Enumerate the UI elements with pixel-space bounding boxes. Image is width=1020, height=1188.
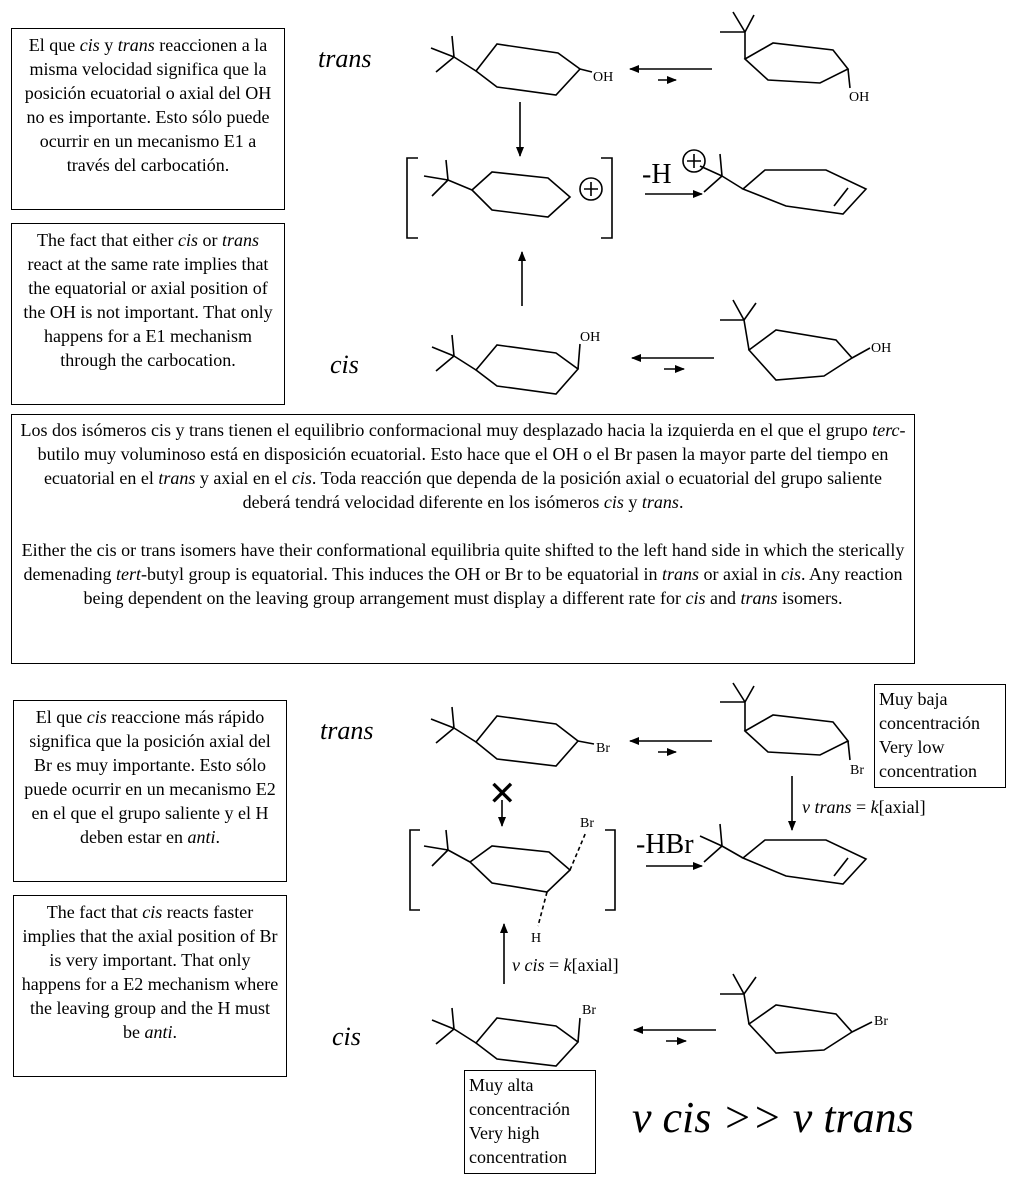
cis-alcohol-axial xyxy=(432,330,600,394)
label-trans-bottom: trans xyxy=(320,716,374,745)
text-run: reaccione más rápido significa que la posición axial del Br es muy importante. Esto sólo puede ocurrir en un mecanismo E2 en el que el grupo saliente y el H deben estar en xyxy=(24,707,276,847)
text-run: The fact that xyxy=(46,902,143,922)
label-trans-top: trans xyxy=(318,44,372,73)
tert-butyl-group xyxy=(700,824,743,862)
label-cis-bottom: cis xyxy=(332,1022,361,1051)
alkene-product-e1 xyxy=(700,154,866,214)
text-run: or xyxy=(197,230,222,250)
tert-butyl-group xyxy=(424,830,470,866)
tert-butyl-group xyxy=(720,974,756,1024)
text-run-italic: cis xyxy=(79,35,100,55)
text-run-italic: trans xyxy=(641,492,679,512)
cyclohexene-ring xyxy=(743,170,866,214)
proton-charge-plus xyxy=(687,154,701,168)
oh-label: OH xyxy=(871,341,892,356)
trans-bromide-equatorial xyxy=(431,707,610,766)
cyclohexane-ring xyxy=(749,1005,852,1053)
br-label: Br xyxy=(596,741,610,756)
tert-butyl-group xyxy=(720,300,756,350)
cis-bromide-axial xyxy=(432,1003,596,1066)
text-run-italic: trans xyxy=(221,230,259,250)
br-bond xyxy=(852,1022,872,1032)
text-run: . Toda reacción que dependa de la posición axial o ecuatorial del grupo saliente deberá tendrá velocidad diferente en los isómeros xyxy=(242,468,883,512)
trans-alcohol-equatorial xyxy=(431,36,613,95)
text-line: concentración xyxy=(469,1099,570,1119)
h-label: H xyxy=(531,931,542,946)
text-run: -butilo muy voluminoso está en disposición ecuatorial. Esto hace que el OH o el Br pasen la mayor parte del tiempo en ecuatorial en el xyxy=(37,420,906,488)
rate-constant: k xyxy=(563,955,572,975)
rate-constant: k xyxy=(870,797,879,817)
text-run: The fact that either xyxy=(37,230,178,250)
text-run-italic: cis xyxy=(603,492,624,512)
text-run: = xyxy=(851,797,871,817)
cyclohexane-ring xyxy=(745,43,848,83)
text-run-italic: anti xyxy=(187,827,216,847)
bracket-right xyxy=(601,158,612,238)
text-line: concentration xyxy=(879,761,977,781)
double-bond-inner xyxy=(834,188,848,206)
bracket-left xyxy=(410,830,420,910)
text-run-italic: cis xyxy=(142,902,163,922)
br-label: Br xyxy=(874,1014,888,1029)
e2-anti-periplanar-state xyxy=(410,816,615,946)
trans-alcohol-axial xyxy=(720,12,869,105)
text-run: y xyxy=(99,35,118,55)
conclusion-rate-comparison: v cis >> v trans xyxy=(632,1093,914,1142)
h-bond-dashed xyxy=(538,892,547,926)
cyclohexane-ring xyxy=(745,715,848,755)
cyclohexane-ring xyxy=(472,172,570,217)
tert-butyl-group xyxy=(432,1008,476,1044)
positive-charge-plus xyxy=(584,182,598,196)
oh-label: OH xyxy=(849,90,870,105)
cis-alcohol-equatorial xyxy=(720,300,891,380)
text-run: . xyxy=(215,827,220,847)
text-run: -butyl group is equatorial. This induces the OH or Br to be equatorial in xyxy=(140,564,663,584)
tert-butyl-group xyxy=(720,12,754,59)
text-run: react at the same rate implies that the equatorial or axial position of the OH is not important. That only happens for a E1 mechanism through the carbocation. xyxy=(23,254,273,370)
br-bond xyxy=(578,741,594,744)
br-label: Br xyxy=(582,1003,596,1018)
oh-bond xyxy=(580,69,592,72)
cyclohexene-ring xyxy=(743,840,866,884)
text-line: concentración xyxy=(879,713,980,733)
text-run-italic: trans xyxy=(740,588,778,608)
tert-butyl-group xyxy=(432,335,476,371)
oh-label: OH xyxy=(580,330,601,345)
text-run-italic: terc xyxy=(872,420,900,440)
trans-bromide-axial xyxy=(720,683,864,778)
cyclohexane-ring xyxy=(470,846,570,892)
text-run: y axial en el xyxy=(195,468,292,488)
cis-bromide-equatorial xyxy=(720,974,888,1053)
rate-symbol: v xyxy=(512,955,520,975)
br-bond xyxy=(578,1018,580,1042)
alkene-product-e2 xyxy=(700,824,866,884)
text-run-italic: cis xyxy=(291,468,312,488)
oh-bond xyxy=(578,344,580,369)
minus-h-text: -H xyxy=(642,159,672,190)
tert-butyl-group xyxy=(431,36,476,72)
bracket-right xyxy=(605,830,615,910)
text-run-italic: cis xyxy=(177,230,198,250)
text-run-italic: trans xyxy=(158,468,196,488)
oh-bond xyxy=(852,348,870,358)
tert-butyl-group xyxy=(720,683,754,731)
text-run: reaccionen a la misma velocidad significa que la posición ecuatorial o axial del OH no es importante. Esto sólo puede ocurrir en un mecanismo E1 a través del carbocatión. xyxy=(24,35,272,175)
oh-bond xyxy=(848,69,850,88)
label-cis-top: cis xyxy=(330,350,359,379)
text-run-italic: cis xyxy=(685,588,706,608)
blocked-pathway-mark: ✕ xyxy=(488,774,517,814)
double-bond-inner xyxy=(834,858,848,876)
minus-hbr-label: -HBr xyxy=(636,829,694,860)
rate-symbol: v xyxy=(802,797,810,817)
oh-label: OH xyxy=(593,70,614,85)
text-run-italic: tert xyxy=(115,564,141,584)
text-line: Muy baja xyxy=(879,689,948,709)
tert-butyl-group xyxy=(700,154,743,192)
cyclohexane-ring xyxy=(476,44,580,95)
cyclohexane-ring xyxy=(476,716,578,766)
cyclohexane-ring xyxy=(476,1018,578,1066)
text-run: = xyxy=(544,955,564,975)
br-bond-dashed xyxy=(570,832,586,870)
text-line: Very high xyxy=(469,1123,540,1143)
cyclohexane-ring xyxy=(749,330,852,380)
text-run-italic: cis xyxy=(781,564,802,584)
text-run-italic: cis xyxy=(86,707,107,727)
text-run: . xyxy=(678,492,684,512)
tert-butyl-group xyxy=(431,707,476,743)
carbocation-intermediate xyxy=(407,158,612,238)
text-run: [axial] xyxy=(571,955,619,975)
text-run: Either the cis or trans isomers have their conformational equilibria quite shifted to the left hand side in which the sterically demenading xyxy=(21,540,905,584)
text-run: . xyxy=(172,1022,177,1042)
text-line: concentration xyxy=(469,1147,567,1167)
cyclohexane-ring xyxy=(476,345,578,394)
text-run: [axial] xyxy=(878,797,926,817)
text-run: isomers. xyxy=(777,588,843,608)
text-run: Los dos isómeros cis y trans tienen el equilibrio conformacional muy desplazado hacia la izquierda en el que el grupo xyxy=(20,420,873,440)
br-bond xyxy=(848,741,850,760)
br-label: Br xyxy=(580,816,594,831)
text-run: or axial in xyxy=(699,564,782,584)
text-run: El que xyxy=(35,707,87,727)
bracket-left xyxy=(407,158,418,238)
text-run-italic: trans xyxy=(814,797,852,817)
text-run: and xyxy=(705,588,741,608)
text-line: Muy alta xyxy=(469,1075,534,1095)
br-label: Br xyxy=(850,763,864,778)
text-run: reacts faster implies that the axial position of Br is very important. That only happens for a E2 mechanism where the leaving group and the H must be xyxy=(21,902,279,1042)
text-run: y xyxy=(623,492,642,512)
text-run-italic: cis xyxy=(524,955,545,975)
text-run: . Any reaction being dependent on the leaving group arrangement must display a different rate for xyxy=(83,564,903,608)
text-run: El que xyxy=(28,35,80,55)
text-line: Very low xyxy=(879,737,945,757)
text-run-italic: anti xyxy=(144,1022,173,1042)
text-run-italic: trans xyxy=(117,35,155,55)
tert-butyl-group xyxy=(424,160,472,196)
text-run-italic: trans xyxy=(662,564,700,584)
